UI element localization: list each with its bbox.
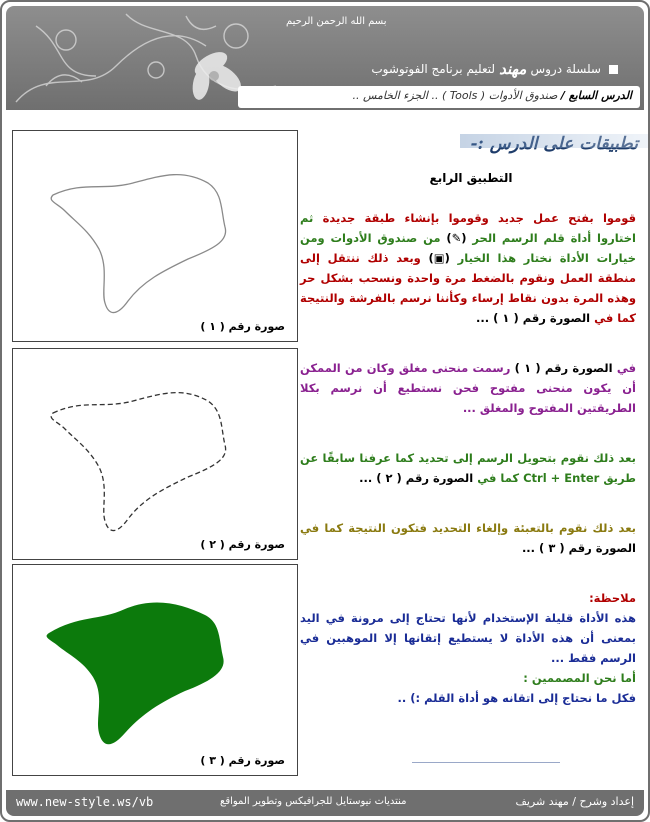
p2-line-a: في (616, 361, 636, 375)
series-prefix: سلسلة دروس (530, 62, 601, 76)
header-banner (6, 6, 644, 110)
p3-line-a: بعد ذلك نقوم بتحويل الرسم إلى تحديد كما عرفنا سابقًا عن طريق Ctrl + Enter كما في (300, 451, 636, 485)
p1-line-a: قوموا بفتح عمل جديد وقوموا بإنشاء طبقة جديدة (322, 211, 636, 225)
series-logo: مهند (499, 60, 527, 78)
footer-bar (6, 790, 644, 816)
p4-line-b: الصورة رقم ( ٣ ) ... (521, 541, 636, 555)
square-bullet-icon (609, 65, 618, 74)
forum-url-link[interactable]: www.new-style.ws/vb (16, 795, 154, 809)
lesson-text (300, 130, 642, 708)
p1-line-b: ثم اختاروا أداة قلم الرسم الحر (300, 211, 636, 245)
lesson-part: .. الجزء الخامس .. (352, 89, 439, 102)
p1-line-e: الصورة رقم ( ١ ) ... (476, 311, 591, 325)
freeform-pen-tool-icon: (✎) (446, 231, 467, 245)
applications-title: تطبيقات على الدرس :- (470, 134, 638, 154)
figure-caption: صورة رقم ( ١ ) (200, 320, 285, 333)
forum-name: منتديات نيوستايل للجرافيكس وتطوير المواقع (220, 796, 407, 807)
paragraph-2 (300, 358, 642, 418)
basmala: بسم الله الرحمن الرحيم (286, 16, 387, 27)
series-suffix: لتعليم برنامج الفوتوشوب (371, 62, 496, 76)
note-label: ملاحظة: (589, 591, 636, 605)
lesson-info (352, 89, 632, 102)
paragraph-3 (300, 448, 642, 488)
series-title (371, 60, 618, 78)
p2-line-b: الصورة رقم ( ١ ) (514, 361, 613, 375)
figure-caption: صورة رقم ( ٣ ) (200, 754, 285, 767)
paragraph-4 (300, 518, 642, 558)
figure-1 (12, 130, 298, 342)
figure-2 (12, 348, 298, 560)
author-credit: إعداد وشرح / مهند شريف (515, 795, 634, 808)
lesson-topic: صندوق الأدوات ( Tools ) (441, 89, 558, 102)
designers-label: أما نحن المصممين : (523, 671, 636, 685)
figure-caption: صورة رقم ( ٢ ) (200, 538, 285, 551)
p1-line-d: وبعد ذلك ننتقل إلى منطقة العمل ونقوم بالضغط مرة واحدة ونسحب بشكل حر وهذه المرة بدون نقاط إرساء وكأننا نرسم بالفرشة والنتيجة كما في (300, 251, 636, 325)
p2-line-c: رسمت منحنى مغلق وكان من الممكن أن يكون منحنى مفتوح فحن نستطيع أن نرسم بكلا الطريقتين المفتوح والمغلق ... (300, 361, 636, 415)
application-subheading: التطبيق الرابع (429, 171, 513, 185)
title-underline-decoration (460, 134, 650, 148)
dashed-selection-path (13, 349, 297, 559)
note-text: هذه الأداة قليلة الإستخدام لأنها تحتاج إلى مرونة في اليد بمعنى أن هذه الأداة لا يستطيع إتقانها إلا الموهبين في الرسم فقط ... (300, 611, 636, 665)
divider (412, 762, 560, 763)
designers-text: فكل ما نحتاج إلى اتقانه هو أداة القلم :) .. (397, 691, 636, 705)
p4-line-a: بعد ذلك نقوم بالتعبئة وإلغاء التحديد فتكون النتيجة كما في (300, 521, 636, 535)
lesson-label: الدرس السابع / (560, 89, 632, 102)
freeform-closed-path (13, 131, 297, 341)
figure-3 (12, 564, 298, 776)
paragraph-1 (300, 208, 642, 328)
lesson-bar (238, 86, 640, 108)
p3-line-b: الصورة رقم ( ٢ ) ... (359, 471, 474, 485)
tool-option-icon: (▣) (428, 251, 450, 265)
filled-shape (13, 565, 297, 775)
p1-line-c: من صندوق الأدوات ومن خيارات الأداة نختار هذا الخيار (300, 231, 636, 265)
note-section (300, 588, 642, 708)
